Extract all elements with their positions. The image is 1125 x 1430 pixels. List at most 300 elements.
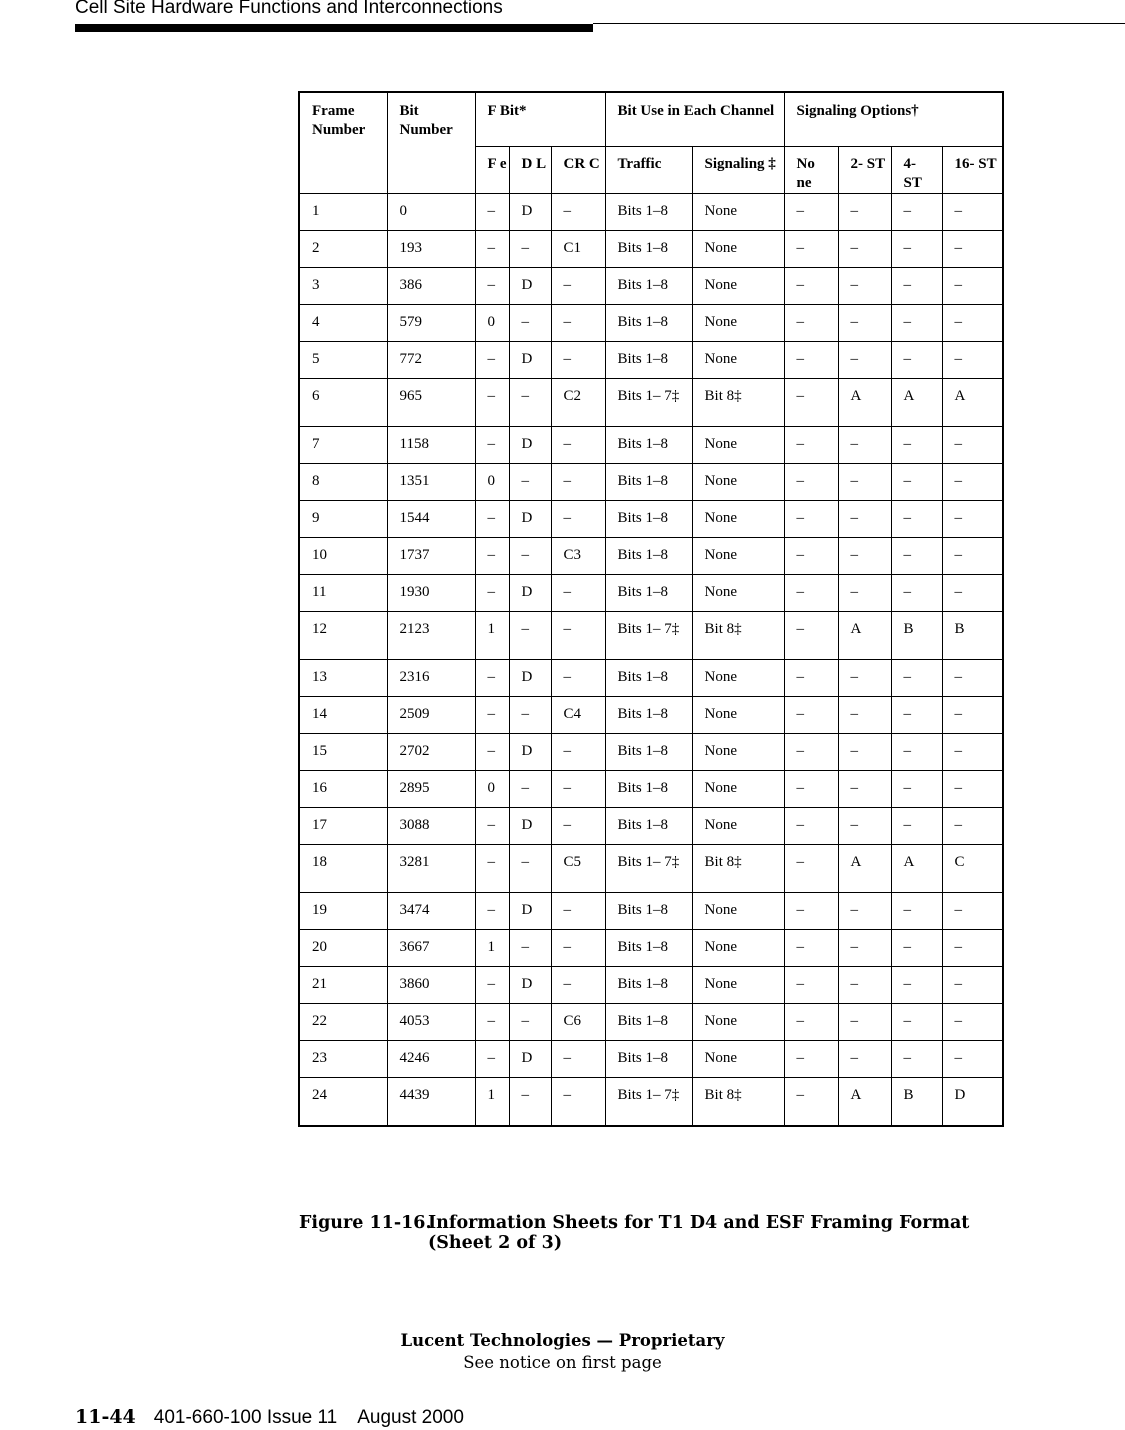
table-row: [299, 697, 1003, 734]
cell-fe: –: [475, 893, 509, 930]
cell-fe: –: [475, 1004, 509, 1041]
cell-crc: –: [551, 660, 605, 697]
cell-bit-number: 0: [387, 194, 475, 231]
cell-traffic: Bits 1–8: [605, 967, 692, 1004]
cell-fe: –: [475, 231, 509, 268]
document-number: 401-660-100 Issue 11: [153, 1407, 338, 1428]
cell-signaling: Bit 8‡: [692, 379, 784, 427]
cell-signaling: None: [692, 538, 784, 575]
cell-signaling: None: [692, 268, 784, 305]
cell-bit-number: 1158: [387, 427, 475, 464]
table-row: [299, 1004, 1003, 1041]
table-row: [299, 845, 1003, 893]
table-row: [299, 967, 1003, 1004]
cell-sig-4st: –: [891, 1004, 942, 1041]
cell-sig-4st: –: [891, 967, 942, 1004]
cell-sig-none: –: [784, 1004, 838, 1041]
subheader-dl: D L: [509, 147, 551, 194]
cell-crc: C3: [551, 538, 605, 575]
cell-frame-number: 22: [299, 1004, 387, 1041]
cell-signaling: None: [692, 342, 784, 379]
table-row: [299, 612, 1003, 660]
cell-frame-number: 9: [299, 501, 387, 538]
cell-sig-none: –: [784, 538, 838, 575]
cell-frame-number: 23: [299, 1041, 387, 1078]
cell-dl: –: [509, 1078, 551, 1127]
cell-dl: –: [509, 305, 551, 342]
header-rule-thin: [593, 23, 1125, 24]
cell-traffic: Bits 1–8: [605, 1041, 692, 1078]
cell-fe: 0: [475, 305, 509, 342]
cell-crc: –: [551, 1078, 605, 1127]
cell-sig-2st: –: [838, 305, 891, 342]
cell-sig-2st: –: [838, 660, 891, 697]
cell-sig-2st: –: [838, 967, 891, 1004]
cell-sig-2st: A: [838, 379, 891, 427]
cell-sig-2st: –: [838, 1041, 891, 1078]
cell-crc: C1: [551, 231, 605, 268]
cell-sig-none: –: [784, 967, 838, 1004]
cell-fe: –: [475, 379, 509, 427]
cell-signaling: None: [692, 231, 784, 268]
cell-sig-4st: –: [891, 697, 942, 734]
cell-fe: 1: [475, 612, 509, 660]
table-row: [299, 808, 1003, 845]
cell-sig-2st: –: [838, 1004, 891, 1041]
cell-crc: –: [551, 930, 605, 967]
cell-frame-number: 21: [299, 967, 387, 1004]
cell-sig-none: –: [784, 930, 838, 967]
framing-format-table: [298, 91, 1004, 1127]
cell-dl: –: [509, 697, 551, 734]
cell-sig-16st: –: [942, 1004, 1003, 1041]
cell-sig-16st: C: [942, 845, 1003, 893]
cell-traffic: Bits 1–8: [605, 501, 692, 538]
cell-sig-2st: –: [838, 464, 891, 501]
proprietary-title: Lucent Technologies — Proprietary: [400, 1331, 725, 1350]
cell-sig-16st: –: [942, 808, 1003, 845]
table-row: [299, 464, 1003, 501]
cell-dl: –: [509, 930, 551, 967]
cell-sig-4st: –: [891, 305, 942, 342]
cell-signaling: Bit 8‡: [692, 845, 784, 893]
table-body: [299, 194, 1003, 1127]
cell-fe: –: [475, 697, 509, 734]
cell-sig-2st: –: [838, 771, 891, 808]
subheader-16st: 16- ST: [942, 147, 1003, 194]
subheader-signaling: Signaling ‡: [692, 147, 784, 194]
cell-frame-number: 4: [299, 305, 387, 342]
cell-sig-16st: –: [942, 930, 1003, 967]
cell-crc: –: [551, 771, 605, 808]
cell-dl: –: [509, 379, 551, 427]
cell-traffic: Bits 1–8: [605, 575, 692, 612]
cell-crc: –: [551, 305, 605, 342]
cell-sig-4st: B: [891, 612, 942, 660]
cell-frame-number: 19: [299, 893, 387, 930]
cell-sig-none: –: [784, 660, 838, 697]
cell-sig-4st: –: [891, 660, 942, 697]
cell-fe: 1: [475, 1078, 509, 1127]
cell-sig-2st: –: [838, 930, 891, 967]
cell-sig-2st: –: [838, 268, 891, 305]
cell-sig-4st: –: [891, 575, 942, 612]
cell-bit-number: 4053: [387, 1004, 475, 1041]
cell-sig-16st: –: [942, 464, 1003, 501]
table-row: [299, 538, 1003, 575]
cell-sig-none: –: [784, 464, 838, 501]
cell-sig-none: –: [784, 575, 838, 612]
cell-sig-4st: –: [891, 1041, 942, 1078]
cell-frame-number: 7: [299, 427, 387, 464]
cell-crc: C4: [551, 697, 605, 734]
cell-sig-4st: –: [891, 930, 942, 967]
cell-sig-16st: D: [942, 1078, 1003, 1127]
cell-traffic: Bits 1–8: [605, 808, 692, 845]
cell-traffic: Bits 1–8: [605, 305, 692, 342]
cell-bit-number: 3860: [387, 967, 475, 1004]
cell-sig-2st: –: [838, 194, 891, 231]
cell-sig-4st: A: [891, 379, 942, 427]
cell-sig-4st: B: [891, 1078, 942, 1127]
cell-signaling: None: [692, 771, 784, 808]
cell-sig-16st: –: [942, 575, 1003, 612]
cell-dl: –: [509, 231, 551, 268]
cell-signaling: None: [692, 1041, 784, 1078]
proprietary-notice: See notice on first page: [463, 1353, 662, 1372]
cell-sig-2st: –: [838, 538, 891, 575]
cell-fe: –: [475, 501, 509, 538]
cell-bit-number: 3667: [387, 930, 475, 967]
cell-crc: –: [551, 194, 605, 231]
cell-sig-4st: –: [891, 342, 942, 379]
cell-frame-number: 11: [299, 575, 387, 612]
cell-sig-16st: –: [942, 697, 1003, 734]
cell-sig-16st: –: [942, 305, 1003, 342]
table-row: [299, 427, 1003, 464]
cell-sig-2st: –: [838, 575, 891, 612]
subheader-2st: 2- ST: [838, 147, 891, 194]
cell-frame-number: 12: [299, 612, 387, 660]
table-row: [299, 1041, 1003, 1078]
cell-bit-number: 3088: [387, 808, 475, 845]
cell-sig-none: –: [784, 734, 838, 771]
subheader-none: No ne: [784, 147, 838, 194]
cell-sig-4st: –: [891, 893, 942, 930]
cell-signaling: None: [692, 427, 784, 464]
cell-dl: D: [509, 893, 551, 930]
cell-sig-16st: –: [942, 967, 1003, 1004]
cell-fe: 1: [475, 930, 509, 967]
cell-traffic: Bits 1–8: [605, 538, 692, 575]
cell-dl: –: [509, 464, 551, 501]
cell-sig-4st: A: [891, 845, 942, 893]
cell-signaling: None: [692, 194, 784, 231]
cell-bit-number: 4439: [387, 1078, 475, 1127]
cell-sig-2st: –: [838, 697, 891, 734]
cell-traffic: Bits 1–8: [605, 464, 692, 501]
cell-sig-16st: –: [942, 268, 1003, 305]
cell-traffic: Bits 1–8: [605, 734, 692, 771]
cell-dl: D: [509, 427, 551, 464]
cell-bit-number: 193: [387, 231, 475, 268]
cell-crc: –: [551, 268, 605, 305]
cell-crc: –: [551, 342, 605, 379]
cell-dl: –: [509, 1004, 551, 1041]
cell-signaling: None: [692, 1004, 784, 1041]
cell-frame-number: 14: [299, 697, 387, 734]
cell-sig-none: –: [784, 697, 838, 734]
cell-crc: –: [551, 808, 605, 845]
cell-sig-4st: –: [891, 268, 942, 305]
cell-traffic: Bits 1–8: [605, 771, 692, 808]
cell-signaling: None: [692, 575, 784, 612]
cell-fe: 0: [475, 771, 509, 808]
cell-traffic: Bits 1– 7‡: [605, 612, 692, 660]
cell-frame-number: 2: [299, 231, 387, 268]
cell-sig-16st: –: [942, 1041, 1003, 1078]
figure-title-line1: Information Sheets for T1 D4 and ESF Framing Format: [428, 1213, 970, 1233]
cell-sig-4st: –: [891, 231, 942, 268]
cell-sig-16st: –: [942, 771, 1003, 808]
cell-dl: –: [509, 771, 551, 808]
cell-sig-16st: –: [942, 538, 1003, 575]
cell-frame-number: 20: [299, 930, 387, 967]
cell-sig-4st: –: [891, 538, 942, 575]
cell-fe: 0: [475, 464, 509, 501]
cell-sig-none: –: [784, 501, 838, 538]
cell-bit-number: 3474: [387, 893, 475, 930]
header-bit-number: Bit Number: [387, 92, 475, 194]
table-row: [299, 342, 1003, 379]
cell-fe: –: [475, 575, 509, 612]
cell-bit-number: 772: [387, 342, 475, 379]
cell-frame-number: 18: [299, 845, 387, 893]
cell-fe: –: [475, 734, 509, 771]
cell-sig-4st: –: [891, 464, 942, 501]
header-frame-number: Frame Number: [299, 92, 387, 194]
cell-sig-none: –: [784, 342, 838, 379]
cell-bit-number: 2123: [387, 612, 475, 660]
cell-sig-2st: –: [838, 427, 891, 464]
cell-traffic: Bits 1–8: [605, 697, 692, 734]
cell-sig-16st: –: [942, 734, 1003, 771]
cell-sig-none: –: [784, 379, 838, 427]
subheader-traffic: Traffic: [605, 147, 692, 194]
cell-signaling: Bit 8‡: [692, 1078, 784, 1127]
cell-bit-number: 2509: [387, 697, 475, 734]
cell-bit-number: 1544: [387, 501, 475, 538]
cell-sig-2st: A: [838, 612, 891, 660]
subheader-4st: 4- ST: [891, 147, 942, 194]
cell-crc: C2: [551, 379, 605, 427]
header-bit-use: Bit Use in Each Channel: [605, 92, 784, 147]
cell-frame-number: 13: [299, 660, 387, 697]
cell-signaling: None: [692, 464, 784, 501]
cell-dl: D: [509, 501, 551, 538]
cell-bit-number: 3281: [387, 845, 475, 893]
cell-dl: D: [509, 734, 551, 771]
cell-dl: –: [509, 845, 551, 893]
cell-crc: –: [551, 1041, 605, 1078]
cell-signaling: None: [692, 930, 784, 967]
cell-signaling: None: [692, 660, 784, 697]
table-row: [299, 893, 1003, 930]
cell-frame-number: 16: [299, 771, 387, 808]
figure-caption: [299, 1213, 969, 1253]
subheader-fe: F e: [475, 147, 509, 194]
cell-traffic: Bits 1– 7‡: [605, 379, 692, 427]
cell-frame-number: 6: [299, 379, 387, 427]
cell-sig-none: –: [784, 845, 838, 893]
cell-dl: D: [509, 660, 551, 697]
cell-dl: D: [509, 967, 551, 1004]
cell-crc: –: [551, 464, 605, 501]
cell-bit-number: 386: [387, 268, 475, 305]
cell-traffic: Bits 1–8: [605, 342, 692, 379]
cell-crc: –: [551, 575, 605, 612]
cell-fe: –: [475, 660, 509, 697]
cell-fe: –: [475, 808, 509, 845]
cell-sig-2st: –: [838, 501, 891, 538]
cell-sig-2st: –: [838, 734, 891, 771]
cell-sig-4st: –: [891, 771, 942, 808]
cell-sig-4st: –: [891, 501, 942, 538]
cell-sig-none: –: [784, 194, 838, 231]
table-row: [299, 930, 1003, 967]
cell-sig-16st: –: [942, 660, 1003, 697]
table-row: [299, 194, 1003, 231]
cell-fe: –: [475, 427, 509, 464]
figure-title-line2: (Sheet 2 of 3): [428, 1233, 563, 1253]
cell-sig-16st: –: [942, 427, 1003, 464]
cell-dl: –: [509, 612, 551, 660]
cell-signaling: None: [692, 697, 784, 734]
cell-sig-4st: –: [891, 427, 942, 464]
cell-bit-number: 2895: [387, 771, 475, 808]
cell-fe: –: [475, 194, 509, 231]
cell-traffic: Bits 1–8: [605, 893, 692, 930]
table-row: [299, 231, 1003, 268]
cell-sig-4st: –: [891, 734, 942, 771]
cell-frame-number: 3: [299, 268, 387, 305]
cell-signaling: None: [692, 501, 784, 538]
table-row: [299, 268, 1003, 305]
cell-bit-number: 579: [387, 305, 475, 342]
cell-traffic: Bits 1–8: [605, 1004, 692, 1041]
cell-traffic: Bits 1–8: [605, 427, 692, 464]
cell-dl: D: [509, 194, 551, 231]
table-row: [299, 501, 1003, 538]
cell-sig-none: –: [784, 771, 838, 808]
cell-sig-4st: –: [891, 194, 942, 231]
table-row: [299, 660, 1003, 697]
cell-frame-number: 15: [299, 734, 387, 771]
cell-crc: –: [551, 427, 605, 464]
cell-sig-2st: –: [838, 342, 891, 379]
cell-dl: D: [509, 575, 551, 612]
cell-bit-number: 1930: [387, 575, 475, 612]
cell-traffic: Bits 1–8: [605, 268, 692, 305]
cell-crc: –: [551, 967, 605, 1004]
cell-frame-number: 5: [299, 342, 387, 379]
document-date: August 2000: [357, 1407, 464, 1428]
cell-sig-16st: –: [942, 893, 1003, 930]
cell-fe: –: [475, 342, 509, 379]
cell-bit-number: 2316: [387, 660, 475, 697]
cell-traffic: Bits 1–8: [605, 660, 692, 697]
cell-sig-none: –: [784, 612, 838, 660]
cell-traffic: Bits 1–8: [605, 930, 692, 967]
cell-frame-number: 8: [299, 464, 387, 501]
page-number: 11-44: [75, 1406, 136, 1428]
header-rule-thick: [75, 24, 593, 32]
table-row: [299, 305, 1003, 342]
cell-sig-16st: –: [942, 194, 1003, 231]
cell-bit-number: 4246: [387, 1041, 475, 1078]
cell-fe: –: [475, 268, 509, 305]
cell-sig-16st: –: [942, 231, 1003, 268]
table-row: [299, 771, 1003, 808]
cell-bit-number: 1737: [387, 538, 475, 575]
cell-bit-number: 1351: [387, 464, 475, 501]
table-row: [299, 734, 1003, 771]
cell-sig-none: –: [784, 808, 838, 845]
cell-traffic: Bits 1– 7‡: [605, 1078, 692, 1127]
cell-signaling: None: [692, 305, 784, 342]
cell-dl: D: [509, 1041, 551, 1078]
cell-sig-2st: –: [838, 893, 891, 930]
cell-traffic: Bits 1– 7‡: [605, 845, 692, 893]
cell-crc: C6: [551, 1004, 605, 1041]
cell-crc: –: [551, 612, 605, 660]
cell-sig-2st: A: [838, 845, 891, 893]
cell-sig-none: –: [784, 268, 838, 305]
cell-sig-16st: B: [942, 612, 1003, 660]
cell-signaling: None: [692, 734, 784, 771]
cell-sig-16st: A: [942, 379, 1003, 427]
cell-frame-number: 17: [299, 808, 387, 845]
cell-dl: D: [509, 342, 551, 379]
figure-number: Figure 11-16.: [299, 1213, 432, 1233]
table-row: [299, 1078, 1003, 1127]
cell-frame-number: 1: [299, 194, 387, 231]
cell-sig-16st: –: [942, 342, 1003, 379]
subheader-crc: CR C: [551, 147, 605, 194]
cell-bit-number: 965: [387, 379, 475, 427]
cell-sig-none: –: [784, 231, 838, 268]
cell-sig-none: –: [784, 1041, 838, 1078]
cell-sig-none: –: [784, 1078, 838, 1127]
page-footer: [75, 1406, 464, 1429]
header-f-bit: F Bit*: [475, 92, 605, 147]
cell-dl: D: [509, 268, 551, 305]
cell-traffic: Bits 1–8: [605, 194, 692, 231]
cell-crc: C5: [551, 845, 605, 893]
cell-fe: –: [475, 538, 509, 575]
cell-crc: –: [551, 501, 605, 538]
cell-sig-none: –: [784, 305, 838, 342]
cell-signaling: None: [692, 893, 784, 930]
cell-sig-16st: –: [942, 501, 1003, 538]
cell-sig-none: –: [784, 427, 838, 464]
cell-frame-number: 24: [299, 1078, 387, 1127]
table-row: [299, 379, 1003, 427]
cell-sig-none: –: [784, 893, 838, 930]
cell-sig-2st: –: [838, 808, 891, 845]
cell-dl: D: [509, 808, 551, 845]
cell-bit-number: 2702: [387, 734, 475, 771]
